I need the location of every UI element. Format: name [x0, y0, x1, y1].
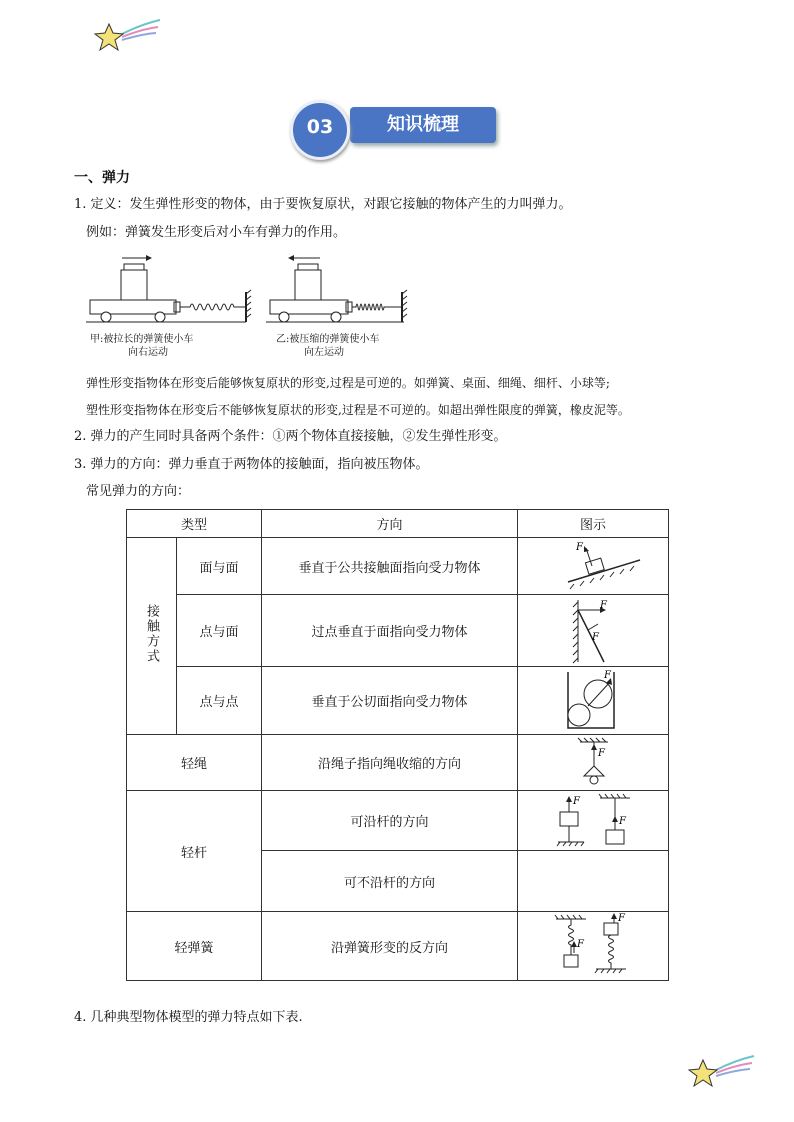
table-row	[127, 595, 669, 667]
direction-cell: 沿绳子指向绳收缩的方向	[262, 735, 518, 791]
type-cell: 面与面	[177, 538, 262, 595]
point-point-diagram	[518, 668, 669, 734]
plastic-deformation-note: 塑性形变指物体在形变后不能够恢复原状的形变,过程是不可逆的。如超出弹性限度的弹簧，橡皮泥等。	[86, 403, 630, 417]
caption-right-line1: 乙:被压缩的弹簧使小车	[276, 334, 380, 345]
force-label: F	[573, 795, 580, 807]
section-number: 03	[306, 116, 334, 138]
caption-right-line2: 向左运动	[304, 347, 344, 358]
force-label: F	[619, 815, 626, 827]
force-label: F	[600, 599, 607, 611]
force-label: F	[618, 912, 625, 924]
direction-cell: 沿弹簧形变的反方向	[262, 912, 518, 981]
diagram-cell	[518, 791, 669, 851]
spring-diagram	[518, 913, 669, 980]
direction-cell: 可不沿杆的方向	[262, 851, 518, 912]
contact-group-label: 接触方式	[144, 604, 159, 664]
diagram-cell	[518, 912, 669, 981]
condition-item: 2. 弹力的产生同时具备两个条件：①两个物体直接接触，②发生弹性形变。	[74, 429, 507, 444]
shooting-star-bottom-icon	[686, 1052, 756, 1096]
caption-left-line2: 向右运动	[128, 347, 168, 358]
section-title: 知识梳理	[387, 114, 459, 135]
type-cell: 轻绳	[127, 735, 262, 791]
elastic-force-table	[126, 509, 669, 981]
direction-cell: 垂直于公切面指向受力物体	[262, 667, 518, 735]
diagram-cell	[518, 851, 669, 912]
type-cell: 轻杆	[127, 791, 262, 912]
table-row	[127, 667, 669, 735]
type-cell: 点与点	[177, 667, 262, 735]
force-label: F	[576, 542, 583, 553]
direction-cell: 可沿杆的方向	[262, 791, 518, 851]
table-row	[127, 735, 669, 791]
model-table-intro: 4. 几种典型物体模型的弹力特点如下表.	[74, 1010, 303, 1025]
contact-group-cell	[127, 538, 177, 735]
force-label: F	[598, 747, 605, 759]
rod-diagram	[518, 792, 669, 850]
table-row	[127, 912, 669, 981]
header-diagram: 图示	[518, 510, 669, 538]
section-heading: 一、弹力	[74, 170, 130, 186]
direction-cell: 过点垂直于面指向受力物体	[262, 595, 518, 667]
table-header-row	[127, 510, 669, 538]
diagram-cell	[518, 595, 669, 667]
table-row	[127, 791, 669, 851]
rope-diagram	[518, 736, 669, 790]
shooting-star-top-icon	[92, 18, 162, 58]
force-label: F	[592, 631, 599, 643]
direction-cell: 垂直于公共接触面指向受力物体	[262, 538, 518, 595]
caption-left-line1: 甲:被拉长的弹簧使小车	[90, 334, 194, 345]
header-direction: 方向	[262, 510, 518, 538]
force-label: F	[604, 669, 611, 681]
example-text: 例如：弹簧发生形变后对小车有弹力的作用。	[86, 225, 347, 240]
diagram-cell	[518, 538, 669, 595]
type-cell: 轻弹簧	[127, 912, 262, 981]
point-face-diagram	[518, 596, 669, 666]
definition-item: 1. 定义：发生弹性形变的物体，由于要恢复原状，对跟它接触的物体产生的力叫弹力。	[74, 197, 572, 212]
header-type: 类型	[127, 510, 262, 538]
diagram-cell	[518, 667, 669, 735]
elastic-deformation-note: 弹性形变指物体在形变后能够恢复原状的形变,过程是可逆的。如弹簧、桌面、细绳、细杆、小球等;	[86, 376, 610, 390]
direction-item: 3. 弹力的方向：弹力垂直于两物体的接触面，指向被压物体。	[74, 457, 429, 472]
section-badge	[290, 100, 510, 156]
diagram-cell	[518, 735, 669, 791]
type-cell: 点与面	[177, 595, 262, 667]
table-row	[127, 538, 669, 595]
common-directions-label: 常见弹力的方向：	[86, 484, 191, 499]
face-face-diagram	[518, 538, 669, 594]
force-label: F	[577, 938, 584, 950]
